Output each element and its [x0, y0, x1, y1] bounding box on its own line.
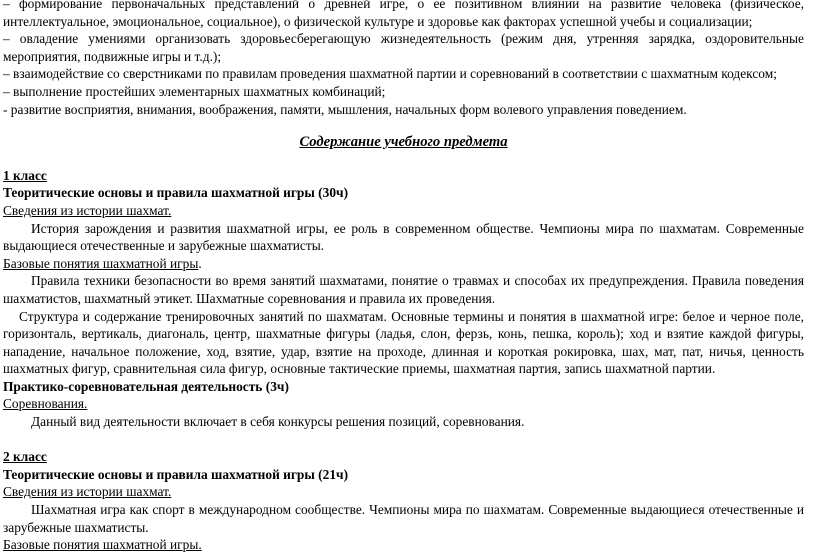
grade1-basics-text-1: Правила техники безопасности во время занятий шахматами, понятие о травмах и способах их предупреждения. Правила поведения шахматистов, шахматный этикет. Шахматные соревнования и правила их проведения. [3, 273, 804, 306]
grade1-heading: Теоритические основы и правила шахматной игры (30ч) [3, 185, 349, 201]
grade2-basics-label: Базовые понятия шахматной игры. [3, 537, 202, 553]
intro-item-4: – выполнение простейших элементарных шахматных комбинаций; [3, 83, 386, 99]
grade1-competitions-text: Данный вид деятельности включает в себя конкурсы решения позиций, соревнования. [31, 414, 525, 430]
spacer [3, 431, 804, 449]
grade1-basics-label: Базовые понятия шахматной игры [3, 255, 199, 271]
intro-item-1: – формирование первоначальных представлений о древней игре, о ее позитивном влиянии на развитие человека (физическое, интеллектуальное, эмоциональное, социальное), о физической культуре и здоровье как факторах успешной учебы и социализации; [3, 0, 804, 29]
grade1-basics-line [3, 255, 804, 273]
section-title: Содержание учебного предмета [299, 134, 508, 151]
grade1-practice-heading: Практико-соревновательная деятельность (3ч) [3, 378, 289, 394]
grade2-history-text: Шахматная игра как спорт в международном сообществе. Чемпионы мира по шахматам. Современные выдающиеся отечественные и зарубежные шахматисты. [3, 502, 804, 535]
intro-item-5: - развитие восприятия, внимания, воображения, памяти, мышления, начальных форм волевого управления поведением. [3, 101, 687, 117]
grade1-label: 1 класс [3, 167, 47, 183]
grade1-competitions-label: Соревнования. [3, 396, 88, 412]
intro-item-2: – овладение умениями организовать здоровьесберегающую жизнедеятельность (режим дня, утренняя зарядка, оздоровительные мероприятия, подвижные игры и т.д.); [3, 31, 804, 64]
grade1-basics-dot: . [198, 255, 202, 271]
grade2-label: 2 класс [3, 449, 47, 465]
grade1-history-text: История зарождения и развития шахматной игры, ее роль в современном обществе. Чемпионы мира по шахматам. Современные выдающиеся отечественные и зарубежные шахматисты. [3, 220, 804, 254]
grade1-basics-text-2: Структура и содержание тренировочных занятий по шахматам. Основные термины и понятия в шахматной игре: белое и черное поле, горизонталь, вертикаль, диагональ, центр, шахматные фигуры (ладья, слон, ферзь, конь, пешка, король); ход и взятие каждой фигуры, нападение, начальное положение, ход, взятие, удар, взятие на проходе, длинная и короткая рокировка, шах, мат, пат, ничья, ценность шахматных фигур, сравнительная сила фигур, основные тактические приемы, шахматная партия, запись шахматной партии. [3, 308, 804, 377]
intro-item-3: – взаимодействие со сверстниками по правилам проведения шахматной партии и соревнований в соответствии с шахматным кодексом; [3, 66, 777, 82]
grade1-history-label: Сведения из истории шахмат. [3, 202, 172, 218]
grade2-heading: Теоритические основы и правила шахматной игры (21ч) [3, 466, 349, 482]
grade2-history-label: Сведения из истории шахмат. [3, 484, 172, 500]
